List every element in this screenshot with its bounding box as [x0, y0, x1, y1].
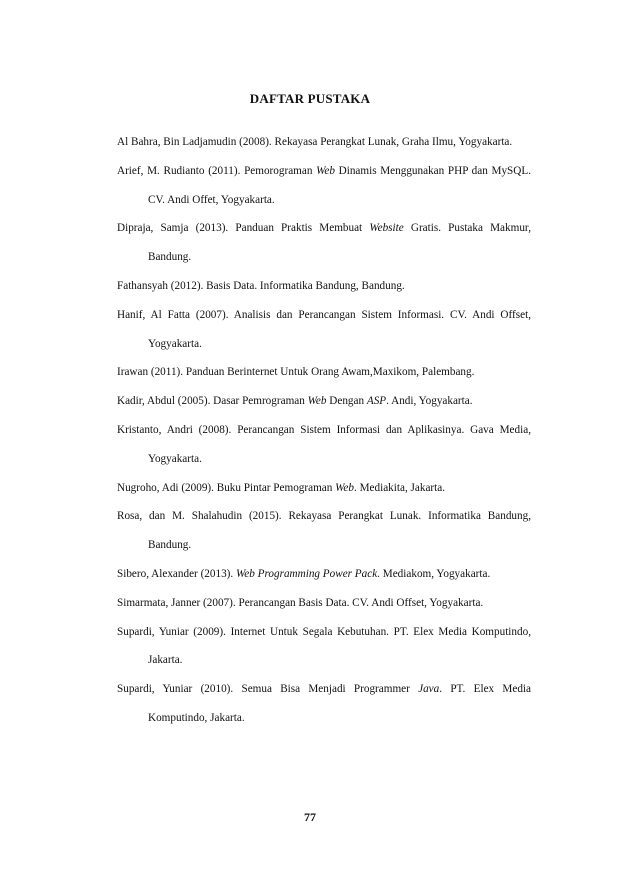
reference-entry [117, 560, 531, 589]
reference-entry [117, 301, 531, 359]
reference-text: . Mediakita, Jakarta. [354, 481, 446, 494]
reference-text: Dinamis Menggunakan PHP dan MySQL. CV. Andi Offet, Yogyakarta. [148, 164, 531, 206]
reference-entry [117, 675, 531, 733]
reference-italic: ASP [366, 395, 387, 408]
reference-text: Nugroho, Adi (2009). Buku Pintar Pemograman [117, 481, 336, 494]
reference-entry [117, 474, 531, 503]
reference-text: . PT. Elex Media Komputindo, Jakarta. [148, 683, 531, 724]
reference-list [117, 128, 531, 733]
reference-text: Dipraja, Samja (2013). Panduan Praktis Membuat [117, 222, 370, 235]
reference-entry [117, 157, 531, 215]
reference-entry [117, 128, 531, 157]
reference-entry [117, 387, 531, 416]
reference-text: Irawan (2011). Panduan Berinternet Untuk Orang Awam,Maxikom, Palembang. [117, 366, 475, 379]
reference-text: Dengan [326, 395, 367, 408]
reference-text: Supardi, Yuniar (2009). Internet Untuk Segala Kebutuhan. PT. Elex Media Komputindo, Jakarta. [117, 625, 531, 667]
reference-entry [117, 358, 531, 387]
reference-text: Simarmata, Janner (2007). Perancangan Basis Data. CV. Andi Offset, Yogyakarta. [117, 596, 484, 609]
reference-entry [117, 214, 531, 272]
reference-entry [117, 589, 531, 618]
reference-text: Rosa, dan M. Shalahudin (2015). Rekayasa Perangkat Lunak. Informatika Bandung, Bandung. [117, 510, 531, 552]
reference-text: Arief, M. Rudianto (2011). Pemorograman [117, 164, 317, 177]
reference-italic: Website [369, 222, 404, 235]
reference-text: Kristanto, Andri (2008). Perancangan Sistem Informasi dan Aplikasinya. Gava Media, Yogyakarta. [117, 423, 531, 465]
reference-italic: Web [316, 164, 335, 177]
reference-text: . Andi, Yogyakarta. [386, 395, 473, 408]
reference-text: . Mediakom, Yogyakarta. [377, 567, 491, 580]
reference-italic: Web [307, 395, 327, 408]
reference-entry [117, 502, 531, 560]
reference-entry [117, 618, 531, 676]
reference-entry [117, 272, 531, 301]
reference-text: Hanif, Al Fatta (2007). Analisis dan Perancangan Sistem Informasi. CV. Andi Offset, Yogyakarta. [117, 308, 531, 350]
reference-italic: Java [418, 683, 440, 696]
reference-text: Sibero, Alexander (2013). [117, 567, 236, 580]
reference-text: Al Bahra, Bin Ladjamudin (2008). Rekayasa Perangkat Lunak, Graha Ilmu, Yogyakarta. [117, 136, 513, 148]
reference-text: Kadir, Abdul (2005). Dasar Pemrograman [117, 395, 308, 408]
reference-text: Gratis. Pustaka Makmur, Bandung. [148, 222, 531, 264]
reference-entry [117, 416, 531, 474]
page-number: 77 [304, 810, 316, 824]
reference-text: Supardi, Yuniar (2010). Semua Bisa Menjadi Programmer [117, 683, 419, 696]
reference-italic: Web Programming Power Pack [236, 567, 378, 580]
reference-text: Fathansyah (2012). Basis Data. Informatika Bandung, Bandung. [117, 279, 405, 292]
reference-italic: Web [335, 481, 354, 494]
page-title: DAFTAR PUSTAKA [249, 91, 371, 106]
